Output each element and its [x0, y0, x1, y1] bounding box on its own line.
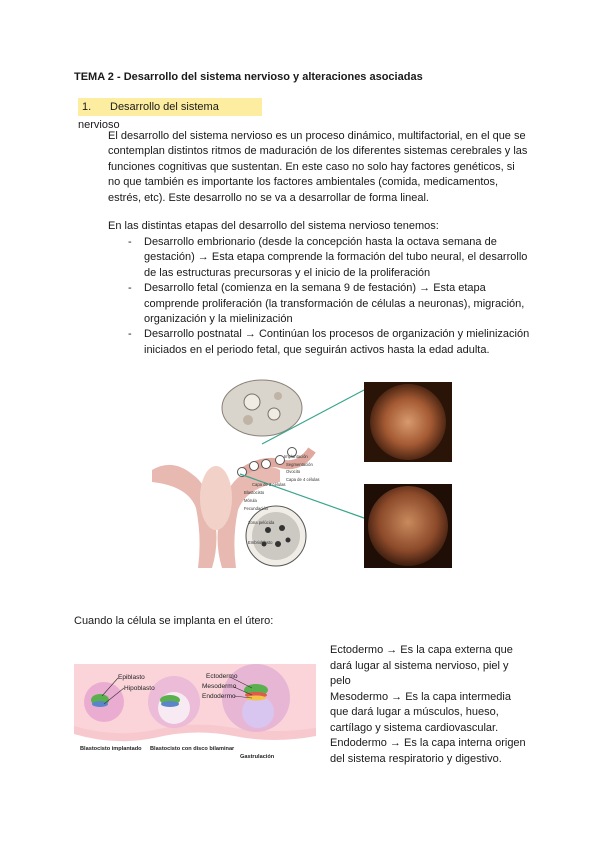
layer-ectoderm: Ectodermo → Es la capa externa que dará lugar al sistema nervioso, piel y pelo	[330, 644, 513, 687]
fig1-label: Ovocito	[286, 469, 301, 474]
layer-mesoderm: Mesodermo → Es la capa intermedia que dará lugar a músculos, hueso, cartílago y sistema cardiovascular.	[330, 690, 511, 734]
fig1-label: Zona pelúcida	[248, 520, 275, 525]
section-number: 1.	[82, 101, 92, 113]
fig1-label: Embrioblasto	[248, 540, 273, 545]
paragraph-intro: El desarrollo del sistema nervioso es un proceso dinámico, multifactorial, en el que se contemplan distintos ritmos de maduración de los diferentes sistemas cerebrales y las funciones cognitivas que sustentan. En este caso no solo hay factores genéticos, si no que también es importante los factores ambientales (comida, medicamentos, estrés, etc). Este desarrollo no se va a desarrollar de forma lineal.	[108, 130, 528, 204]
document-title: TEMA 2 - Desarrollo del sistema nervioso y alteraciones asociadas	[74, 71, 423, 83]
caption-stage-2: Blastocisto con disco bilaminar	[150, 746, 235, 752]
fig1-label: Fecundación	[244, 506, 268, 511]
fig1-label: Blastocisto	[244, 490, 265, 495]
germ-layers-text	[330, 643, 526, 767]
caption-stage-3: Gastrulación	[240, 754, 275, 760]
list-item: - Desarrollo postnatal → Continúan los procesos de organización y mielinización iniciados en el periodo fetal, que seguirán activos hasta la edad adulta.	[128, 328, 530, 356]
fig1-label: Capa de 4 células	[286, 477, 320, 482]
fig1-label: Implantación	[284, 454, 308, 459]
fig1-label: Mórula	[244, 498, 257, 503]
list-item: - Desarrollo fetal (comienza en la semana 9 de festación) → Esta etapa comprende proliferación (la transformación de células a neuronas), migración, organización y la mielinización	[128, 282, 525, 326]
ectoderm-label: Ectodermo	[206, 673, 238, 680]
fig1-label: Segmentación	[286, 462, 313, 467]
embryo-development-figure	[152, 378, 452, 568]
list-item: - Desarrollo embrionario (desde la concepción hasta la octava semana de gestación) → Esta etapa comprende la formación del tubo neural, el desarrollo de las estructuras precursoras y el inicio de la proliferación	[128, 236, 528, 279]
implantation-figure	[74, 658, 316, 770]
endoderm-label: Endodermo	[202, 693, 236, 700]
caption-stage-1: Blastocisto implantado	[80, 746, 142, 752]
section-label: Desarrollo del sistema nervioso	[78, 101, 219, 131]
fig1-label: Capa de 2 células	[252, 482, 286, 487]
epiblast-label: Epiblasto	[118, 674, 145, 681]
implant-caption: Cuando la célula se implanta en el útero:	[74, 615, 274, 627]
section-heading	[78, 98, 262, 131]
paragraph-stages: En las distintas etapas del desarrollo del sistema nervioso tenemos:	[108, 220, 439, 232]
hypoblast-label: Hipoblasto	[124, 685, 155, 692]
stage-list	[126, 235, 534, 358]
mesoderm-label: Mesodermo	[202, 683, 237, 690]
layer-endoderm: Endodermo → Es la capa interna origen del sistema respiratorio y digestivo.	[330, 737, 526, 765]
